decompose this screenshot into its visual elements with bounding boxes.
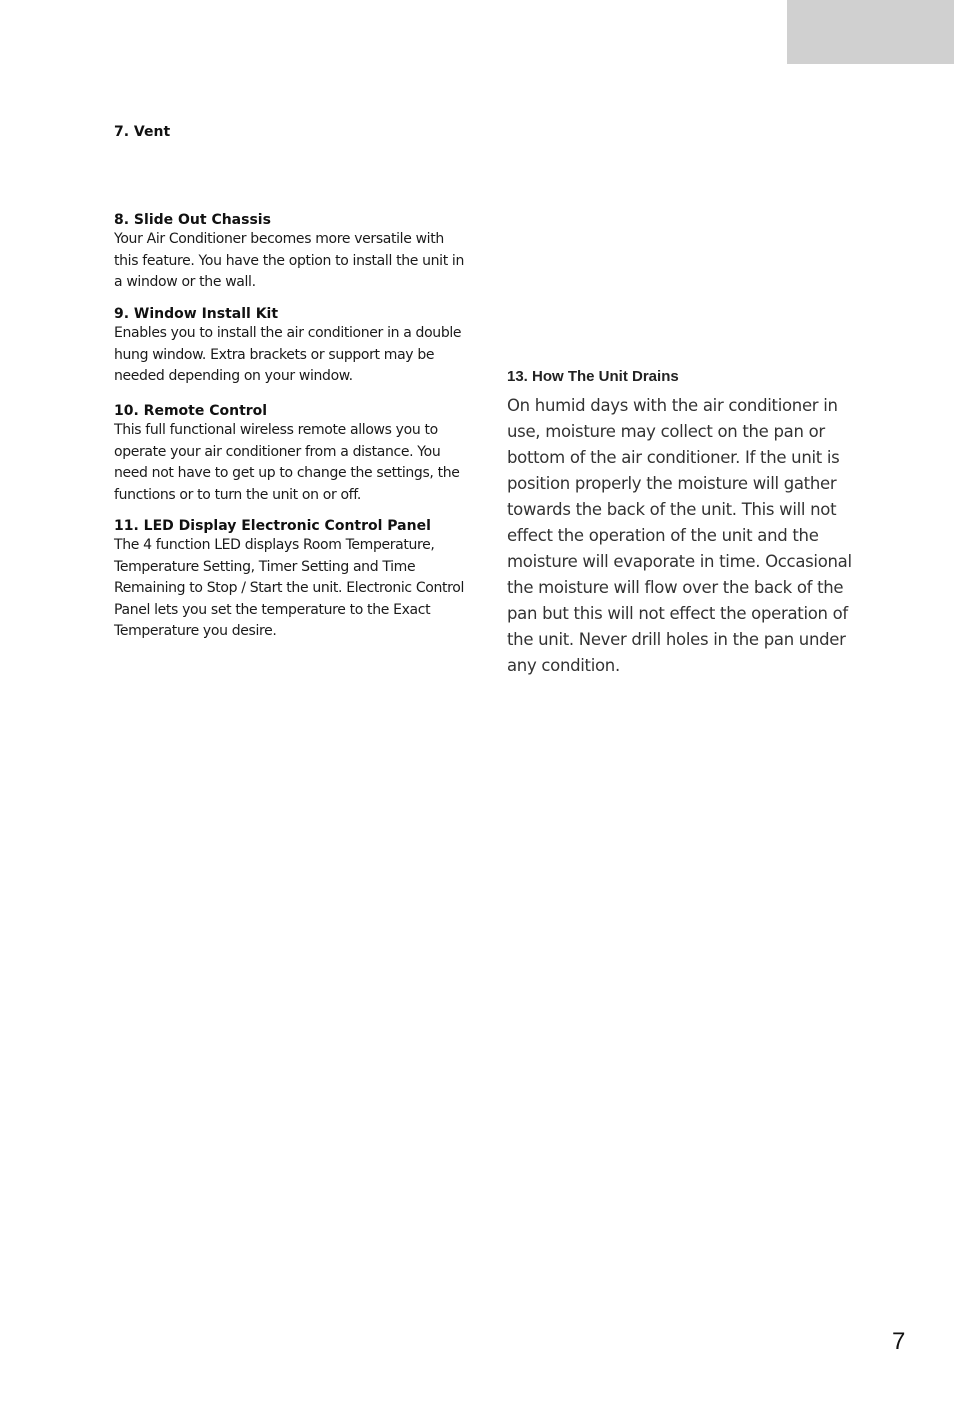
section-led-display	[114, 517, 469, 643]
section-slide-out-chassis	[114, 211, 469, 294]
page-tab	[787, 0, 954, 64]
slide-out-heading: 8. Slide Out Chassis	[114, 212, 271, 228]
section-window-install-kit	[114, 305, 469, 388]
slide-out-text: Your Air Conditioner becomes more versatile with this feature. You have the option to install the unit in a window or the wall.	[114, 231, 464, 290]
drains-heading: 13. How The Unit Drains	[507, 368, 679, 385]
window-kit-heading: 9. Window Install Kit	[114, 306, 279, 322]
section-remote-control	[114, 402, 469, 506]
remote-text: This full functional wireless remote allows you to operate your air conditioner from a distance. You need not have to get up to change the settings, the functions or to turn the unit on or off.	[114, 422, 460, 503]
led-text: The 4 function LED displays Room Temperature, Temperature Setting, Timer Setting and Time Remaining to Stop / Start the unit. Electronic Control Panel lets you set the temperature to the Exact Temperature you desire.	[114, 537, 465, 639]
window-kit-text: Enables you to install the air conditioner in a double hung window. Extra brackets or support may be needed depending on your window.	[114, 325, 462, 384]
vent-heading: 7. Vent	[114, 124, 171, 140]
remote-heading: 10. Remote Control	[114, 403, 268, 419]
drains-text: On humid days with the air conditioner in use, moisture may collect on the pan or bottom of the air conditioner. If the unit is position properly the moisture will gather towards the back of the unit. This will not effect the operation of the unit and the moisture will evaporate in time. Occasional the moisture will flow over the back of the pan but this will not effect the operation of the unit. Never drill holes in the pan under any condition.	[507, 396, 852, 675]
section-how-unit-drains	[507, 367, 859, 679]
section-vent	[114, 123, 469, 141]
led-heading: 11. LED Display Electronic Control Panel	[114, 518, 431, 534]
page-number: 7	[892, 1328, 906, 1355]
